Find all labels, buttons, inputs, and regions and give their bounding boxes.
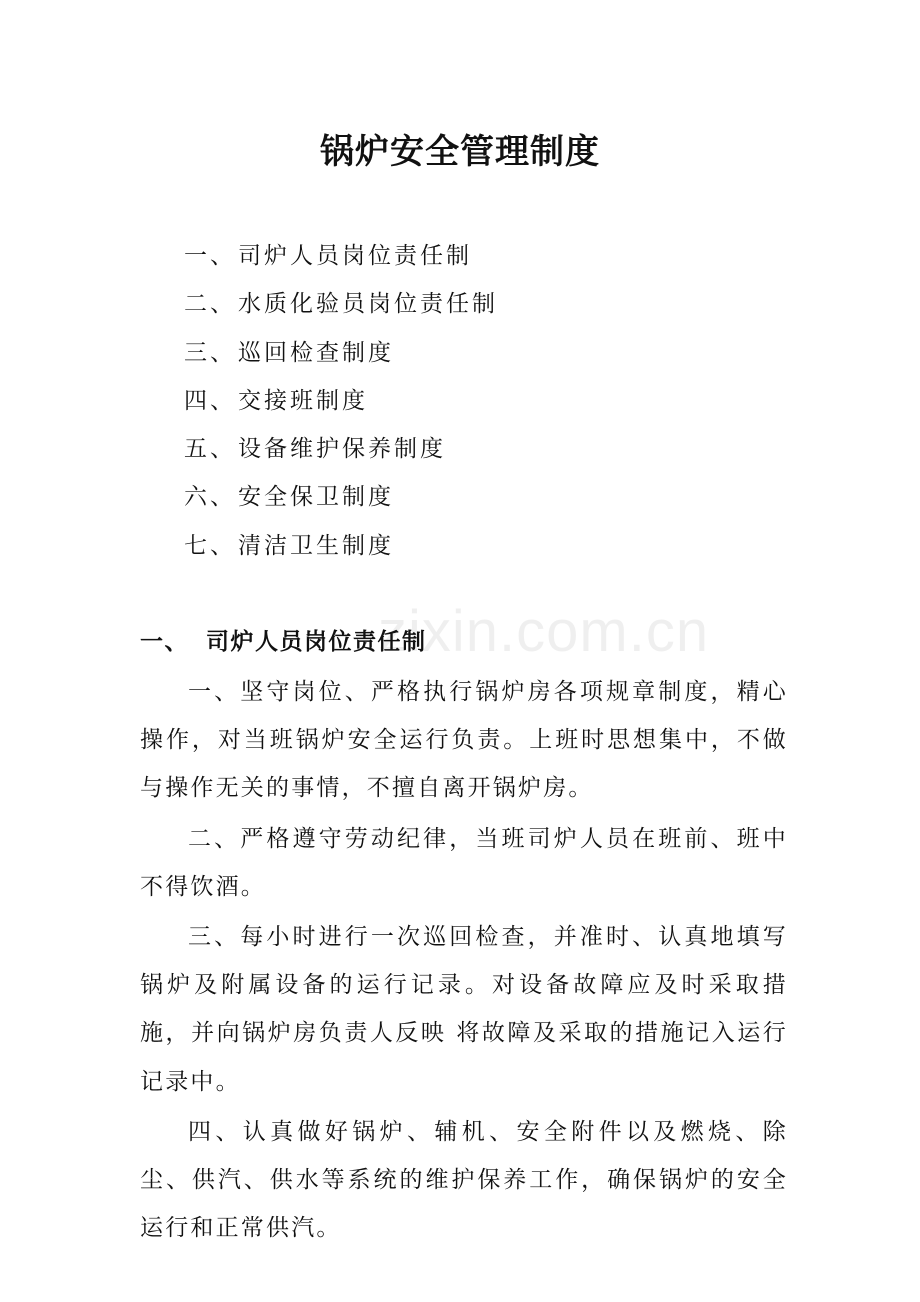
- toc-item: [184, 284, 498, 332]
- toc-item: [184, 236, 498, 284]
- watermark: zixin.com.cn: [378, 599, 710, 664]
- toc-item-number: 五、: [184, 436, 236, 463]
- section-heading: [140, 622, 427, 662]
- toc-item: [184, 381, 498, 429]
- table-of-contents: [184, 236, 498, 574]
- body-paragraph: 二、严格遵守劳动纪律，当班司炉人员在班前、班中不得饮酒。: [140, 825, 788, 900]
- body-paragraph: 三、每小时进行一次巡回检查，并准时、认真地填写锅炉及附属设备的运行记录。对设备故障应及时采取措施，并向锅炉房负责人反映 将故障及采取的措施记入运行记录中。: [140, 924, 788, 1095]
- toc-item-number: 一、: [184, 243, 236, 269]
- toc-item: [184, 477, 498, 525]
- toc-item-number: 三、: [184, 339, 236, 366]
- toc-item: [184, 429, 498, 477]
- toc-item: [184, 526, 498, 574]
- document-title: 锅炉安全管理制度: [320, 132, 600, 172]
- body-paragraph: 四、认真做好锅炉、辅机、安全附件以及燃烧、除尘、供汽、供水等系统的维护保养工作，确保锅炉的安全运行和正常供汽。: [140, 1118, 788, 1242]
- toc-item-label: 安全保卫制度: [238, 484, 394, 511]
- toc-item-label: 巡回检查制度: [238, 339, 394, 366]
- toc-item-label: 清洁卫生制度: [238, 532, 394, 559]
- toc-item-number: 七、: [184, 532, 236, 559]
- toc-item-number: 四、: [184, 387, 236, 414]
- toc-item-number: 六、: [184, 484, 236, 511]
- toc-item-label: 司炉人员岗位责任制: [238, 243, 472, 269]
- toc-item-label: 设备维护保养制度: [238, 436, 446, 463]
- toc-item-label: 交接班制度: [238, 387, 368, 414]
- toc-item-label: 水质化验员岗位责任制: [238, 291, 498, 318]
- body-paragraph: 一、坚守岗位、严格执行锅炉房各项规章制度，精心操作，对当班锅炉安全运行负责。上班时思想集中，不做与操作无关的事情，不擅自离开锅炉房。: [140, 679, 788, 802]
- section-number: 一、: [140, 628, 189, 655]
- toc-item: [184, 333, 498, 381]
- section-body: [140, 668, 788, 1254]
- toc-item-number: 二、: [184, 291, 236, 318]
- section-title: 司炉人员岗位责任制: [206, 628, 427, 655]
